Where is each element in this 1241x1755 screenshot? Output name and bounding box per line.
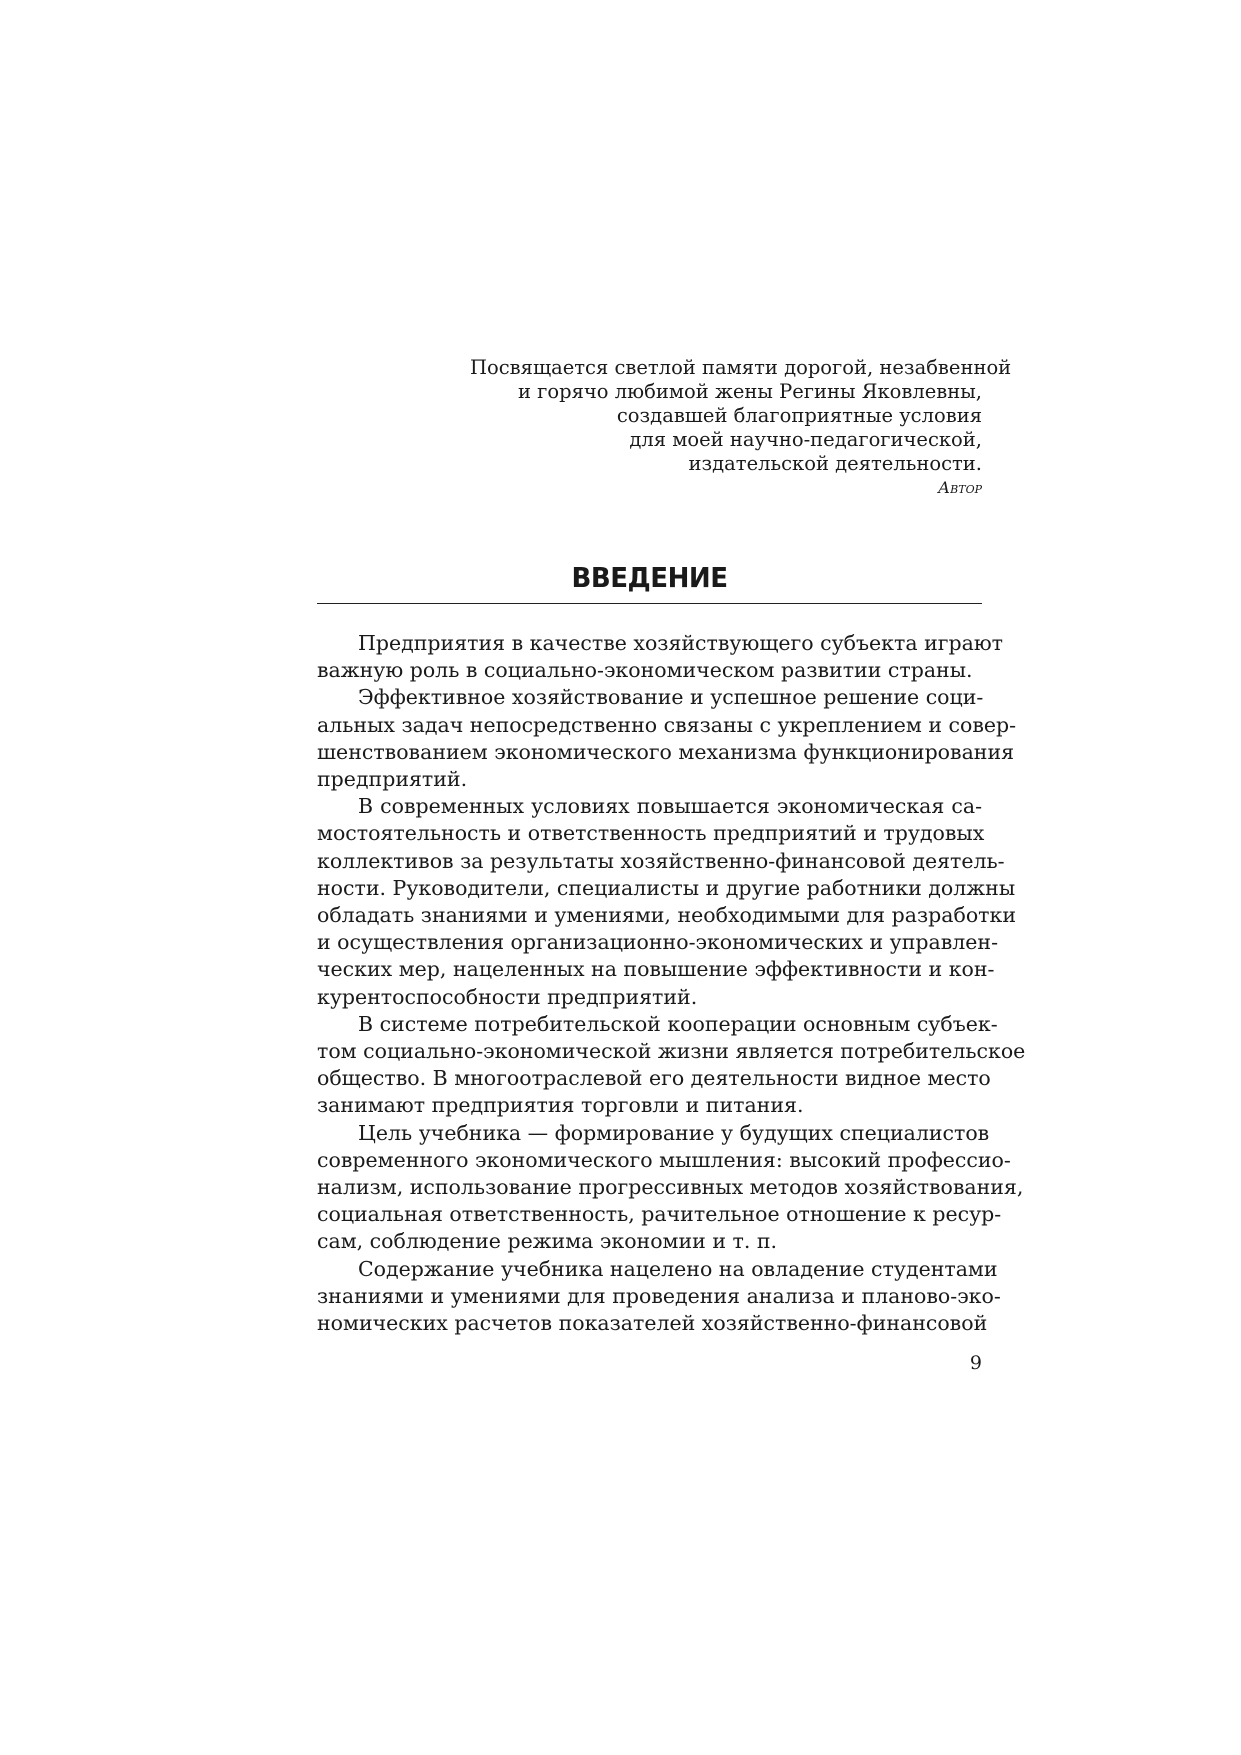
paragraph-line: номических расчетов показателей хозяйственно-финансовой — [317, 1311, 988, 1336]
heading-rule — [317, 603, 982, 604]
paragraph — [317, 1011, 1026, 1120]
paragraph-line: современного экономического мышления: высокий профессио- — [317, 1147, 1011, 1172]
paragraph-line: В современных условиях повышается экономическая са- — [358, 794, 982, 819]
paragraph-line: Эффективное хозяйствование и успешное решение соци- — [358, 685, 984, 710]
paragraph-line: социальная ответственность, рачительное отношение к ресур- — [317, 1202, 1002, 1227]
paragraph-line: шенствованием экономического механизма функционирования — [317, 739, 1015, 764]
paragraph-line: альных задач непосредственно связаны с укреплением и совер- — [317, 712, 1017, 737]
dedication-line: для моей научно-педагогической, — [629, 428, 982, 451]
paragraph-line: и осуществления организационно-экономических и управлен- — [317, 930, 998, 955]
paragraph — [317, 793, 1016, 1011]
paragraph-line: занимают предприятия торговли и питания. — [317, 1093, 804, 1118]
paragraph-line: нализм, использование прогрессивных методов хозяйствования, — [317, 1175, 1024, 1200]
page-number: 9 — [969, 1352, 982, 1374]
paragraph-line: коллективов за результаты хозяйственно-финансовой деятель- — [317, 848, 1005, 873]
paragraph-line: мостоятельность и ответственность предприятий и трудовых — [317, 821, 985, 846]
paragraph-line: обладать знаниями и умениями, необходимыми для разработки — [317, 903, 1016, 928]
paragraph — [317, 630, 1004, 684]
paragraph-line: том социально-экономической жизни является потребительское — [317, 1039, 1026, 1064]
paragraph-line: Предприятия в качестве хозяйствующего субъекта играют — [358, 631, 1004, 655]
paragraph-line: Содержание учебника нацелено на овладение студентами — [358, 1256, 998, 1281]
paragraph-line: ности. Руководители, специалисты и другие работники должны — [317, 875, 1016, 900]
paragraph-line: ческих мер, нацеленных на повышение эффективности и кон- — [317, 957, 995, 982]
dedication-line: Посвящается светлой памяти дорогой, незабвенной — [470, 356, 1012, 379]
dedication-line: издательской деятельности. — [688, 452, 982, 475]
paragraph — [317, 684, 1017, 793]
paragraph-line: важную роль в социально-экономическом развитии страны. — [317, 658, 973, 683]
dedication-line: и горячо любимой жены Регины Яковлевны, — [517, 380, 982, 403]
paragraph-line: предприятий. — [317, 767, 468, 792]
paragraph-line: знаниями и умениями для проведения анализа и планово-эко- — [317, 1283, 1001, 1308]
paragraph-line: общество. В многоотраслевой его деятельности видное место — [317, 1066, 991, 1091]
paragraph-line: курентоспособности предприятий. — [317, 984, 698, 1009]
body-text — [317, 630, 1026, 1337]
paragraph-line: сам, соблюдение режима экономии и т. п. — [317, 1229, 778, 1254]
paragraph-line: Цель учебника — формирование у будущих специалистов — [358, 1120, 990, 1145]
dedication-author: Автор — [938, 478, 982, 497]
chapter-heading: ВВЕДЕНИЕ — [571, 561, 728, 594]
paragraph — [317, 1120, 1024, 1256]
paragraph-line: В системе потребительской кооперации основным субъек- — [358, 1011, 998, 1036]
dedication-line: создавшей благоприятные условия — [616, 404, 982, 427]
paragraph — [317, 1256, 1001, 1338]
dedication — [470, 356, 1012, 500]
